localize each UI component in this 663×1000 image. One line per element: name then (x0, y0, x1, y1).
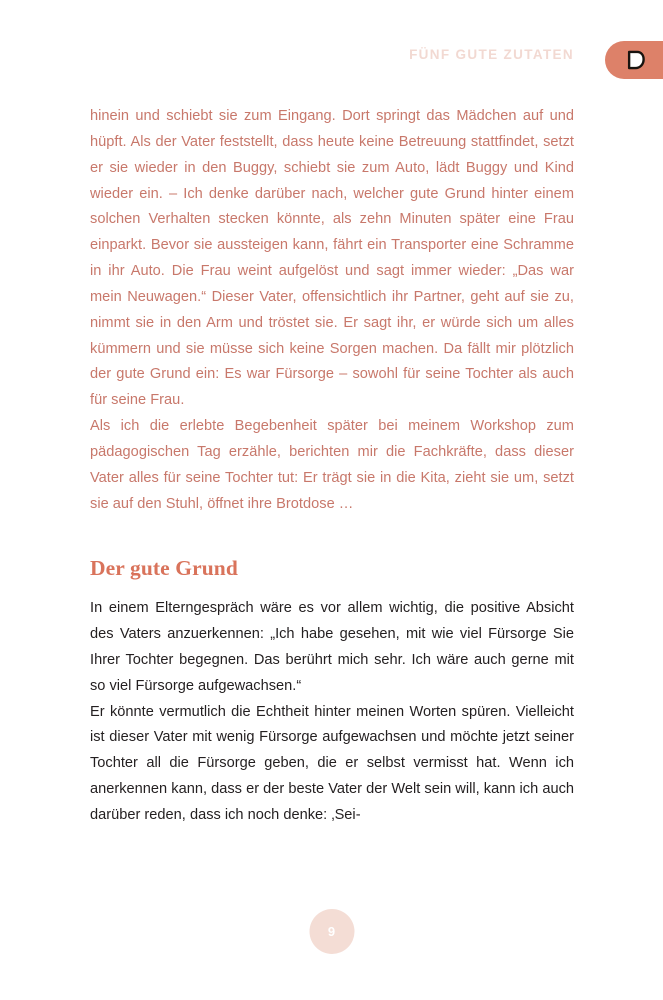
page-number: 9 (327, 924, 336, 939)
chapter-tab (605, 41, 663, 79)
paragraph: Er könnte vermutlich die Echtheit hinter meinen Worten spüren. Vielleicht ist dieser Vater mit wenig Fürsorge aufgewachsen und möchte jetzt seiner Tochter all die Fürsorge geben, die er selbst vermisst hat. Wenn ich anerkennen kann, dass er der beste Vater der Welt sein will, kann ich auch darüber reden, dass ich noch denke: ‚Sei- (90, 703, 574, 823)
page-number-badge (309, 909, 354, 954)
paragraph: hinein und schiebt sie zum Eingang. Dort springt das Mädchen auf und hüpft. Als der Vater feststellt, dass heute keine Betreuung stattfindet, setzt er sie wieder in den Buggy, schiebt sie zum Auto, lädt Buggy und Kind wieder ein. – Ich denke darüber nach, welcher gute Grund hinter einem solchen Verhalten stecken könnte, als zehn Minuten später eine Frau einparkt. Bevor sie aussteigen kann, fährt ein Transporter eine Schramme in ihr Auto. Die Frau weint aufgelöst und sagt immer wieder: „Das war mein Neuwagen.“ Dieser Vater, offensichtlich ihr Partner, geht auf sie zu, nimmt sie in den Arm und tröstet sie. Er sagt ihr, er würde sich um alles kümmern und sie müsse sich keine Sorgen machen. Da fällt mir plötzlich der gute Grund ein: Es war Fürsorge – sowohl für seine Tochter als auch für seine Frau. (90, 108, 574, 409)
running-header-title: FÜNF GUTE ZUTATEN (409, 47, 574, 62)
paragraph: Als ich die erlebte Begebenheit später bei meinem Workshop zum pädagogischen Tag erzähle, berichten mir die Fachkräfte, dass dieser Vater alles für seine Tochter tut: Er trägt sie in die Kita, zieht sie um, setzt sie auf den Stuhl, öffnet ihre Brotdose … (90, 418, 574, 512)
text-column (90, 104, 574, 829)
section-heading: Der gute Grund (90, 555, 238, 580)
dark-text-block (90, 596, 574, 829)
paragraph: In einem Elterngespräch wäre es vor allem wichtig, die positive Absicht des Vaters anzuerkennen: „Ich habe gesehen, mit wie viel Fürsorge Sie Ihrer Tochter begegnen. Das berührt mich sehr. Ich wäre auch gerne mit so viel Fürsorge aufgewachsen.“ (90, 600, 574, 694)
book-bubble-icon (624, 49, 646, 71)
coral-text-block (90, 104, 574, 518)
